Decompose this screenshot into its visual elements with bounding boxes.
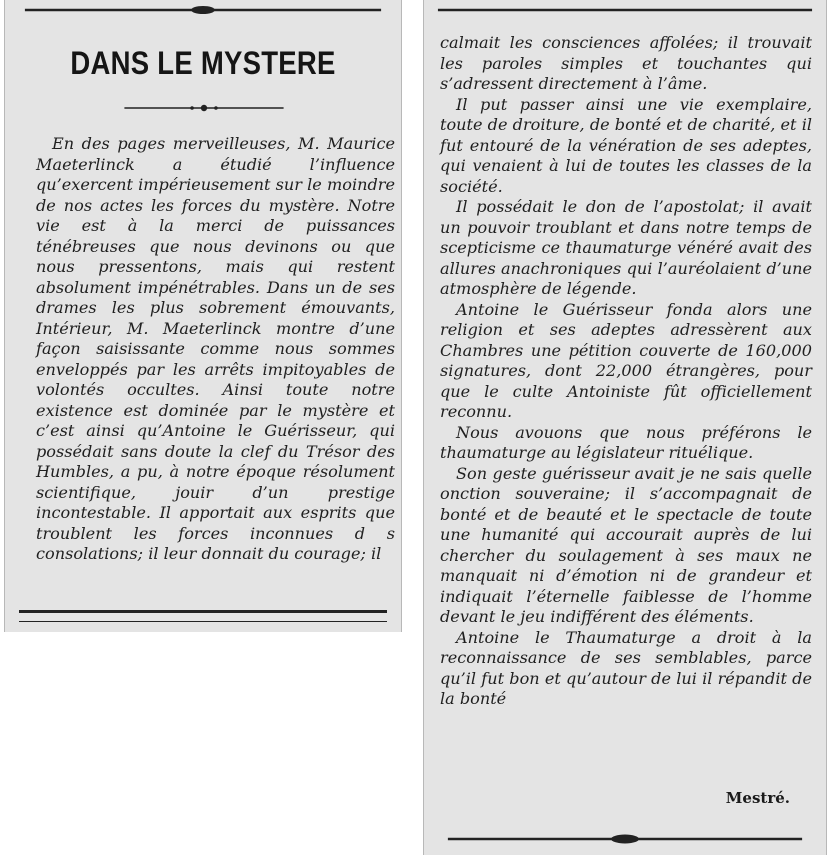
paragraph: calmait les consciences affolées; il trouvait les paroles simples et touchantes qui s’adressent directement à l’âme. xyxy=(440,33,812,93)
paragraph: Son geste guérisseur avait je ne sais quelle onction souveraine; il s’accompagnait de bonté et de beauté et le spectacle de toute une humanité qui accourait auprès de lui chercher du soulagement à ses maux ne manquait ni d’émotion ni de grandeur et indiquait l’éternelle faiblesse de l’homme devant le jeu indifférent des éléments. xyxy=(440,463,812,626)
paragraph: Il possédait le don de l’apostolat; il avait un pouvoir troublant et dans notre temps de scepticisme ce thaumaturge vénéré avait des allures anachroniques qui l’auréolaient d’une atmosphère de légende. xyxy=(440,197,812,298)
top-ornament-right xyxy=(424,4,826,16)
paragraph: Il put passer ainsi une vie exemplaire, toute de droiture, de bonté et de charité, et il fut entouré de la vénération de ses adeptes, qui venaient à lui de toutes les classes de la société. xyxy=(440,94,812,196)
bottom-rule-left xyxy=(19,610,387,622)
left-clipping xyxy=(4,0,402,632)
right-column-text xyxy=(440,33,812,710)
paragraph: Antoine le Guérisseur fonda alors une religion et ses adeptes adressèrent aux Chambres une pétition couverte de 160,000 signatures, dont 22,000 étrangères, pour que le culte Antoiniste fût officiellement reconnu. xyxy=(440,299,812,421)
article-title: DANS LE MYSTERE xyxy=(70,45,336,81)
paragraph: Nous avouons que nous préférons le thaumaturge au législateur rituélique. xyxy=(440,422,812,462)
paragraph: En des pages merveilleuses, M. Maurice Maeterlinck a étudié l’influence qu’exercent impérieusement sur le moindre de nos actes les forces du mystère. Notre vie est à la merci de puissances ténébreuses que nous devinons ou que nous pressentons, mais qui restent absolument impénétrables. Dans un de ses drames les plus sobrement émouvants, Intérieur, M. Maeterlinck montre d’une façon saisissante comme nous sommes enveloppés par les arrêts impitoyables de volontés occultes. Ainsi toute notre existence est dominée par le mystère et c’est ainsi qu’Antoine le Guérisseur, qui possédait sans doute la clef du Trésor des Humbles, a pu, à notre époque résolument scientifique, jouir d’un prestige incontestable. Il apportait aux esprits que troublent les forces inconnues d s consolations; il leur donnait du courage; il xyxy=(36,134,395,563)
top-ornament-left xyxy=(5,4,401,16)
bottom-ornament-right xyxy=(424,833,826,845)
title-divider xyxy=(5,102,401,114)
signature: Mestré. xyxy=(725,789,790,807)
left-column-text xyxy=(36,134,395,565)
right-clipping xyxy=(423,0,827,855)
paragraph: Antoine le Thaumaturge a droit à la reconnaissance de ses semblables, parce qu’il fut bon et qu’autour de lui il répandit de la bonté xyxy=(440,627,812,708)
